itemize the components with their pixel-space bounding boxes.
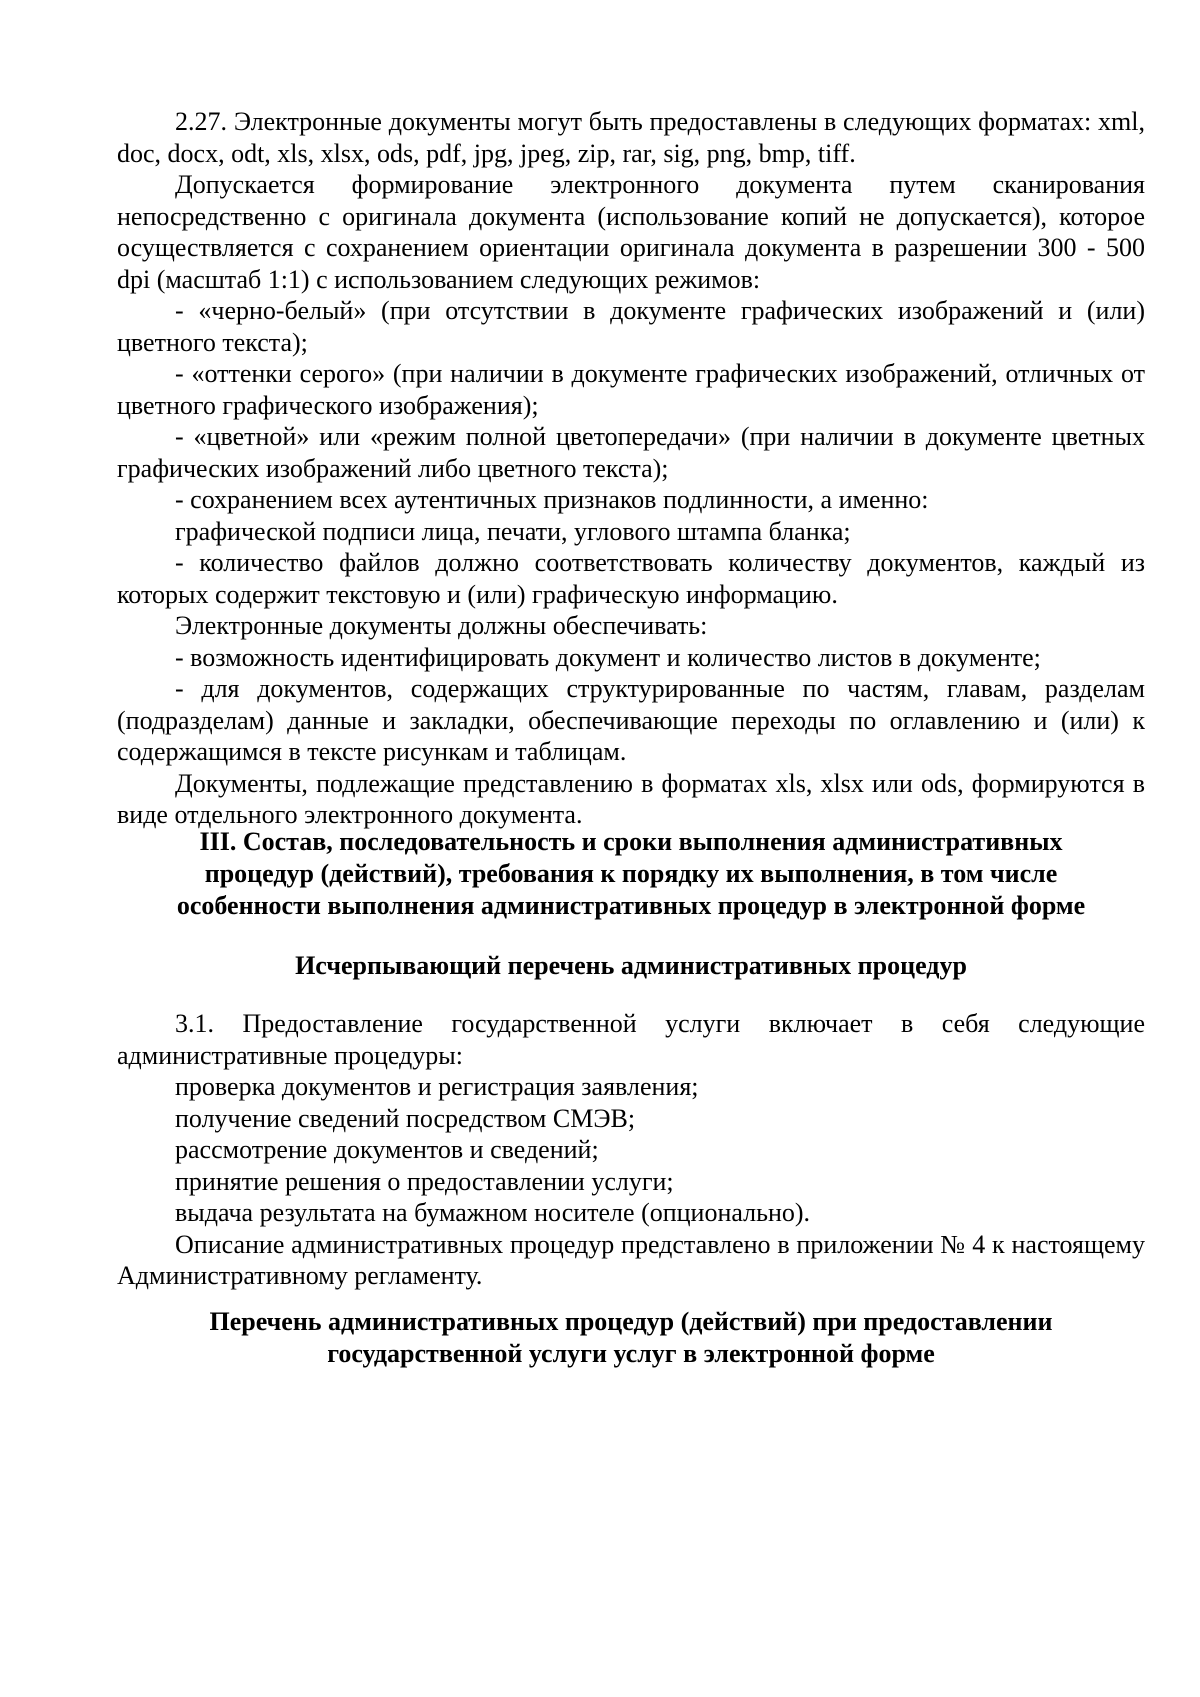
subheading-procedures-list-text: Исчерпывающий перечень административных процедур bbox=[295, 951, 967, 980]
paragraph-2-27-formats: 2.27. Электронные документы могут быть предоставлены в следующих форматах: xml, doc, docx, odt, xls, xlsx, ods, pdf, jpg, jpeg, zip, rar, sig, png, bmp, tiff. bbox=[117, 107, 1145, 168]
section-3-heading-line-3: особенности выполнения административных процедур в электронной форме bbox=[176, 891, 1086, 920]
paragraph-requirements: Электронные документы должны обеспечивать: bbox=[175, 611, 708, 640]
subheading-electronic-procedures-line-2: государственной услуги услуг в электронной форме bbox=[327, 1339, 935, 1368]
list-item: принятие решения о предоставлении услуги; bbox=[175, 1166, 674, 1196]
section-3-1 bbox=[117, 1008, 1145, 1292]
list-item-grayscale-mode: - «оттенки серого» (при наличии в документе графических изображений, отличных от цветного графического изображения); bbox=[117, 359, 1145, 420]
paragraph-3-1: 3.1. Предоставление государственной услуги включает в себя следующие административные процедуры: bbox=[117, 1009, 1145, 1070]
list-item-signature-stamp: графической подписи лица, печати, углового штампа бланка; bbox=[175, 516, 851, 546]
subheading-electronic-procedures bbox=[117, 1306, 1145, 1370]
list-item-bw-mode: - «черно-белый» (при отсутствии в документе графических изображений и (или) цветного текста); bbox=[117, 296, 1145, 357]
section-3-heading bbox=[117, 826, 1145, 922]
list-item-file-count: - количество файлов должно соответствовать количеству документов, каждый из которых содержит текстовую и (или) графическую информацию. bbox=[117, 548, 1145, 609]
list-item: получение сведений посредством СМЭВ; bbox=[175, 1103, 636, 1133]
section-3-heading-line-1: III. Состав, последовательность и сроки выполнения административных bbox=[199, 827, 1063, 856]
section-3-heading-line-2: процедур (действий), требования к порядку их выполнения, в том числе bbox=[204, 859, 1058, 888]
list-item: выдача результата на бумажном носителе (опционально). bbox=[175, 1198, 811, 1227]
list-item-color-mode: - «цветной» или «режим полной цветопередачи» (при наличии в документе цветных графических изображений либо цветного текста); bbox=[117, 422, 1145, 483]
paragraph-scanning-rules: Допускается формирование электронного документа путем сканирования непосредственно с оригинала документа (использование копий не допускается), которое осуществляется с сохранением ориентации оригинала документа в разрешении 300 - 500 dpi (масштаб 1:1) с использованием следующих режимов: bbox=[117, 170, 1145, 294]
list-item-structured-docs: - для документов, содержащих структурированные по частям, главам, разделам (подразделам) данные и закладки, обеспечивающие переходы по оглавлению и (или) к содержащимся в тексте рисункам и таблицам. bbox=[117, 674, 1145, 766]
list-item: проверка документов и регистрация заявления; bbox=[175, 1072, 699, 1101]
section-2-27 bbox=[117, 106, 1145, 831]
paragraph-xls-docs: Документы, подлежащие представлению в форматах xls, xlsx или ods, формируются в виде отдельного электронного документа. bbox=[117, 768, 1145, 829]
list-item-identify: - возможность идентифицировать документ и количество листов в документе; bbox=[175, 642, 1041, 672]
subheading-electronic-procedures-line-1: Перечень административных процедур (действий) при предоставлении bbox=[209, 1307, 1053, 1336]
list-item-authenticity: - сохранением всех аутентичных признаков подлинности, а именно: bbox=[175, 485, 929, 514]
subheading-procedures-list bbox=[117, 950, 1145, 982]
paragraph-appendix-reference: Описание административных процедур представлено в приложении № 4 к настоящему Административному регламенту. bbox=[117, 1229, 1145, 1290]
list-item: рассмотрение документов и сведений; bbox=[175, 1135, 599, 1164]
